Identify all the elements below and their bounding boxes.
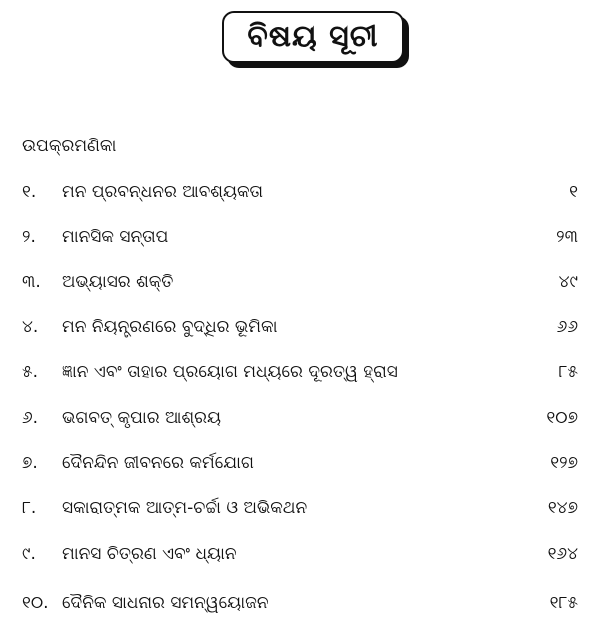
- toc-entry: [22, 494, 578, 522]
- toc-entry-number: ୪.: [22, 317, 39, 337]
- title-box: [222, 11, 404, 63]
- toc-entry-title: ଦୈନନ୍ଦିନ ଜୀବନରେ କର୍ମଯୋଗ: [62, 453, 254, 473]
- toc-entry-title: ଅଭ୍ୟାସର ଶକ୍ତି: [62, 272, 174, 292]
- toc-entry: [22, 404, 578, 432]
- toc-entry-page: ୧୨୭: [550, 453, 578, 473]
- toc-entry-number: ୫.: [22, 362, 39, 382]
- intro-heading: ଉପକ୍ରମଣିକା: [22, 136, 117, 156]
- page-title: ବିଷୟ ସୂଚୀ: [247, 19, 379, 54]
- toc-entry-page: ୮୫: [558, 362, 578, 382]
- toc-entry-number: ୨.: [22, 227, 36, 247]
- toc-entry: [22, 358, 578, 386]
- toc-entry-title: ମାନସ ଚିତ୍ରଣ ଏବଂ ଧ୍ୟାନ: [62, 544, 237, 564]
- toc-entry-number: ୯.: [22, 544, 36, 564]
- toc-entry-title: ମନ ନିୟନ୍ତ୍ରଣରେ ବୁଦ୍ଧିର ଭୂମିକା: [62, 317, 278, 337]
- toc-entry: [22, 540, 578, 568]
- toc-entry-title: ସକାରାତ୍ମକ ଆତ୍ମ-ଚର୍ଚ୍ଚା ଓ ଅଭିକଥନ: [62, 498, 308, 518]
- toc-entry-number: ୮.: [22, 498, 37, 518]
- toc-entry-page: ୧୮୫: [549, 593, 578, 613]
- toc-entry-title: ଜ୍ଞାନ ଏବଂ ତାହାର ପ୍ରୟୋଗ ମଧ୍ୟରେ ଦୂରତ୍ୱ ହ୍ରାସ: [62, 362, 398, 382]
- toc-entry: [22, 178, 578, 206]
- toc-entry: [22, 589, 578, 617]
- toc-entry-page: ୬୬: [556, 317, 578, 337]
- toc-entry-page: ୪୯: [558, 272, 578, 292]
- toc-entry-title: ମନ ପ୍ରବନ୍ଧନର ଆବଶ୍ୟକତା: [62, 182, 264, 202]
- toc-entry: [22, 268, 578, 296]
- toc-entry-title: ମାନସିକ ସନ୍ତାପ: [62, 227, 169, 247]
- toc-entry-number: ୩.: [22, 272, 41, 292]
- toc-entry-title: ଭଗବତ୍ କୃପାର ଆଶ୍ରୟ: [62, 408, 222, 428]
- toc-entry: [22, 223, 578, 251]
- toc-entry-page: ୨୩: [556, 227, 578, 247]
- toc-entry-number: ୭.: [22, 453, 38, 473]
- toc-entry-page: ୧୪୭: [547, 498, 578, 518]
- toc-entry-number: ୧୦.: [22, 593, 49, 613]
- toc-entry-number: ୬.: [22, 408, 39, 428]
- toc-entry-page: ୧୬୪: [547, 544, 578, 564]
- toc-entry-number: ୧.: [22, 182, 37, 202]
- toc-entry-page: ୧: [569, 182, 578, 202]
- toc-entry: [22, 449, 578, 477]
- toc-entry-title: ଦୈନିକ ସାଧନାର ସମନ୍ୱୟୋଜନ: [62, 593, 269, 613]
- toc-entry: [22, 313, 578, 341]
- toc-entry-page: ୧୦୭: [546, 408, 578, 428]
